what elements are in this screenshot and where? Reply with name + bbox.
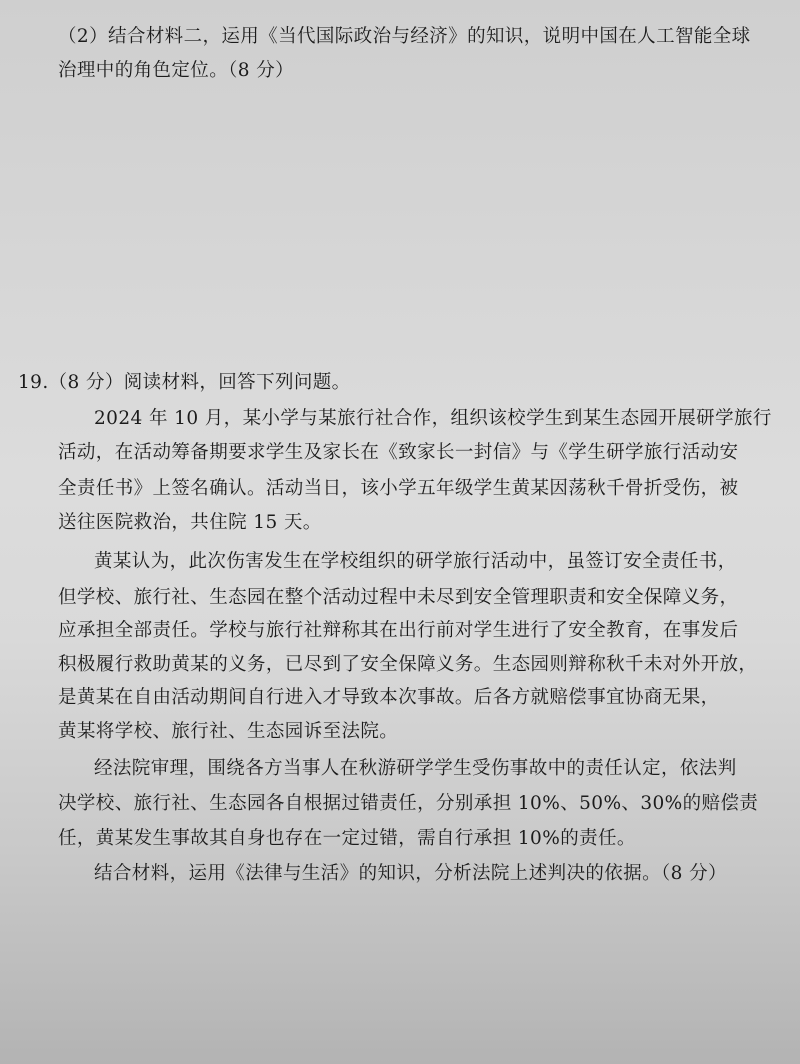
q19-p1-line-4: 送往医院救治，共住院 15 天。	[58, 512, 322, 533]
q19-p1-line-2: 活动，在活动筹备期要求学生及家长在《致家长一封信》与《学生研学旅行活动安	[58, 442, 739, 463]
q19-p2-line-1: 黄某认为，此次伤害发生在学校组织的研学旅行活动中，虽签订安全责任书，	[94, 551, 737, 572]
q18-part2-line-2: 治理中的角色定位。（8 分）	[58, 60, 295, 81]
q19-p3-line-1: 经法院审理，围绕各方当事人在秋游研学学生受伤事故中的责任认定，依法判	[94, 758, 737, 779]
q19-p3-line-2: 决学校、旅行社、生态园各自根据过错责任，分别承担 10%、50%、30%的赔偿责	[58, 793, 759, 814]
q19-p1-line-3: 全责任书》上签名确认。活动当日，该小学五年级学生黄某因荡秋千骨折受伤，被	[58, 478, 739, 499]
q19-p2-line-3: 应承担全部责任。学校与旅行社辩称其在出行前对学生进行了安全教育，在事发后	[58, 620, 739, 641]
q19-p2-line-4: 积极履行救助黄某的义务，已尽到了安全保障义务。生态园则辩称秋千未对外开放，	[58, 654, 758, 675]
q19-p2-line-6: 黄某将学校、旅行社、生态园诉至法院。	[58, 721, 399, 742]
q19-p2-line-2: 但学校、旅行社、生态园在整个活动过程中未尽到安全管理职责和安全保障义务，	[58, 587, 739, 608]
q19-prompt: 结合材料，运用《法律与生活》的知识，分析法院上述判决的依据。（8 分）	[94, 863, 727, 884]
q19-p2-line-5: 是黄某在自由活动期间自行进入才导致本次事故。后各方就赔偿事宜协商无果，	[58, 687, 720, 708]
q19-heading: 19.（8 分）阅读材料，回答下列问题。	[18, 372, 351, 393]
q19-p1-line-1: 2024 年 10 月，某小学与某旅行社合作，组织该校学生到某生态园开展研学旅行	[94, 408, 772, 429]
q18-part2-line-1: （2）结合材料二，运用《当代国际政治与经济》的知识，说明中国在人工智能全球	[58, 26, 751, 47]
q19-p3-line-3: 任，黄某发生事故其自身也存在一定过错，需自行承担 10%的责任。	[58, 828, 636, 849]
